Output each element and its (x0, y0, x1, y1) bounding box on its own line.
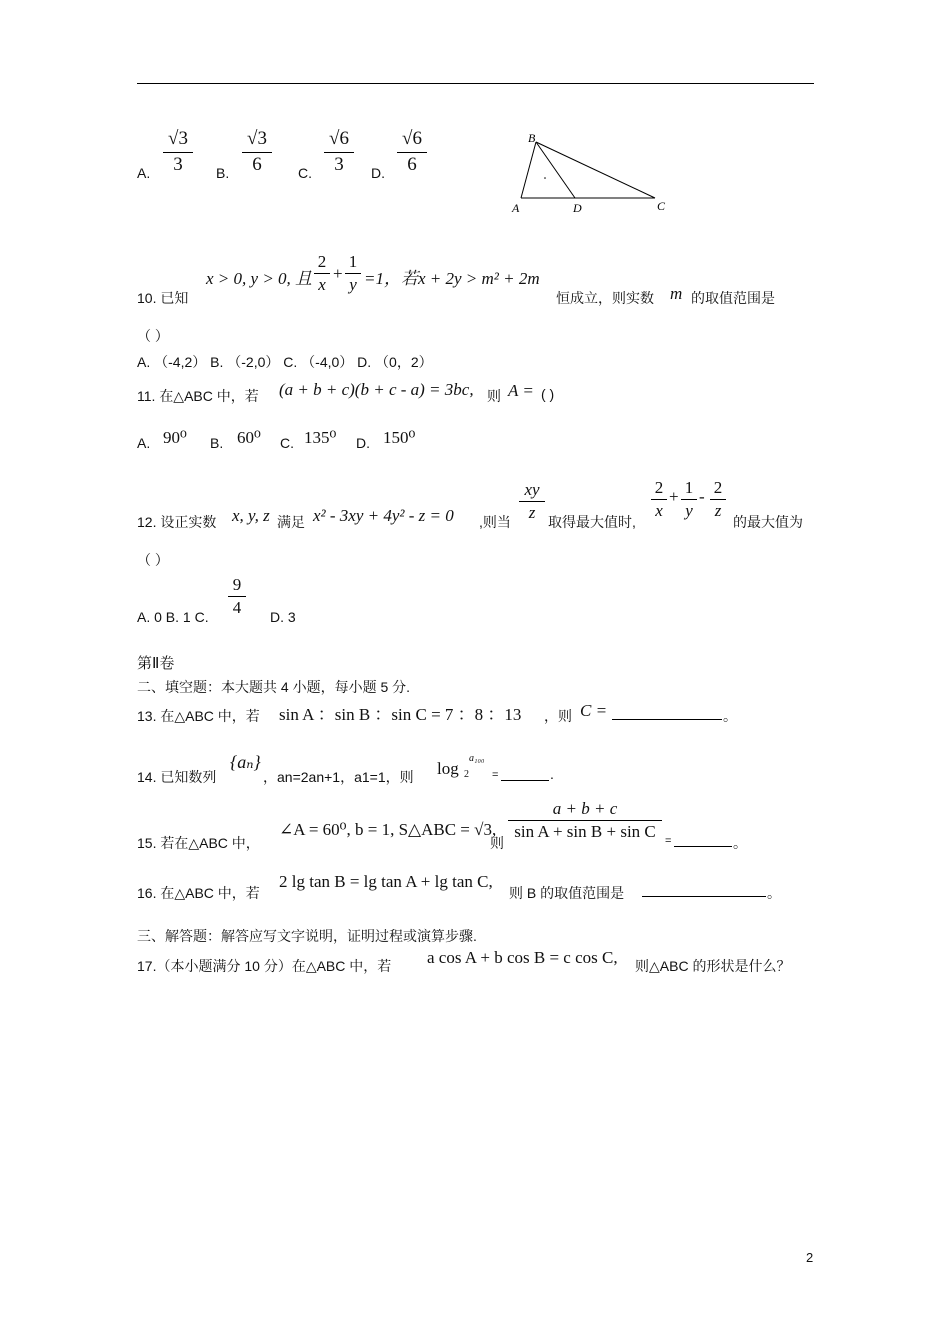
vertex-d-label: D (573, 201, 582, 215)
q13-expression: sin A ：sin B ：sin C = 7 ：8 ：13 (279, 705, 522, 724)
q17-tail: 则△ABC 的形状是什么？ (635, 958, 791, 974)
q9-option-d-value: √6 6 (397, 128, 427, 176)
q12-answer-paren: （ ） (137, 552, 169, 568)
triangle-side-bc (536, 142, 655, 198)
q15-end: 。 (733, 835, 747, 851)
q10-text-a: 恒成立，则实数 (556, 290, 654, 306)
q12-option-d: D. 3 (270, 609, 296, 625)
part3-section-title: 三、解答题：解答应写文字说明，证明过程或演算步骤. (137, 928, 477, 944)
q12-max-text: 取得最大值时, (548, 514, 636, 530)
vertex-c-label: C (657, 199, 666, 213)
q16-end: 。 (767, 885, 781, 901)
q13-end: 。 (723, 708, 737, 724)
q14-answer-blank[interactable] (501, 766, 549, 781)
q9-option-b-label: B. (216, 165, 230, 181)
triangle-segment-bd (536, 142, 575, 198)
vertex-b-label: B (528, 131, 536, 145)
q9-option-b-value: √3 6 (242, 128, 272, 176)
q10-fraction-2: 1 y (345, 252, 361, 294)
q12-fraction-c: 2 z (710, 478, 726, 520)
q16-tail: 则 B 的取值范围是 (509, 885, 625, 901)
q11-option-a-value: 90⁰ (163, 428, 187, 447)
q10-text-b: 的取值范围是 (691, 290, 775, 306)
q11-prefix: 11. 在△ABC 中，若 (137, 388, 259, 404)
q14-recurrence: ，an=2an+1，a1=1，则 (263, 769, 414, 785)
q10-options: A. （-4,2） B. （-2,0） C. （-4,0） D. （0，2） (137, 354, 433, 370)
q9-option-d-label: D. (371, 165, 385, 181)
part2-heading: 第Ⅱ卷 (137, 656, 175, 672)
q9-option-c-label: C. (298, 165, 312, 181)
q12-equation: x² - 3xy + 4y² - z = 0 (313, 506, 454, 525)
q15-answer-blank[interactable] (674, 832, 732, 847)
q15-fraction: a + b + c sin A + sin B + sin C (508, 799, 662, 841)
q10-number: 10. 已知 (137, 290, 189, 306)
q17-expression: a cos A + b cos B = c cos C, (427, 948, 618, 967)
q16-answer-blank[interactable] (642, 882, 766, 897)
q14-log-argument: a₁₀₀ (469, 753, 485, 764)
q13-answer-blank[interactable] (612, 705, 722, 720)
q14-end: . (550, 766, 554, 782)
page-number: 2 (806, 1250, 814, 1265)
q12-prefix: 12. 设正实数 (137, 514, 217, 530)
q15-prefix: 15. 若在△ABC 中， (137, 835, 260, 851)
q13-prefix: 13. 在△ABC 中，若 (137, 708, 260, 724)
q12-vars: x, y, z (232, 506, 270, 525)
q14-prefix: 14. 已知数列 (137, 769, 217, 785)
q12-plus: + (669, 487, 679, 506)
q11-option-c-value: 135⁰ (304, 428, 337, 447)
q11-option-c-label: C. (280, 435, 294, 451)
q11-var: A = (508, 381, 534, 400)
q14-equals: = (492, 769, 499, 781)
q12-fraction-xy: xy z (519, 480, 545, 522)
q13-then: ，则 (544, 708, 572, 724)
q14-sequence: {aₙ} (230, 752, 261, 772)
q15-equals: = (665, 835, 672, 847)
q11-option-d-value: 150⁰ (383, 428, 416, 447)
q11-option-a-label: A. (137, 435, 151, 451)
triangle-dot (544, 177, 546, 179)
q10-answer-paren: （ ） (137, 328, 169, 344)
q11-then: 则 (487, 388, 501, 404)
q9-option-a-value: √3 3 (163, 128, 193, 176)
triangle-figure (505, 128, 680, 220)
q14-log-base: 2 (464, 769, 469, 780)
q10-fraction-1: 2 x (314, 252, 330, 294)
vertex-a-label: A (512, 201, 520, 215)
q11-answer-paren: ( ) (541, 386, 555, 402)
q15-condition: ∠A = 60⁰, b = 1, S△ABC = √3, (279, 820, 497, 839)
q9-option-a-label: A. (137, 165, 151, 181)
q11-option-d-label: D. (356, 435, 370, 451)
q12-options-pre: A. 0 B. 1 C. (137, 609, 209, 625)
header-rule (137, 83, 814, 84)
q17-prefix: 17.（本小题满分 10 分）在△ABC 中，若 (137, 958, 392, 974)
q11-option-b-value: 60⁰ (237, 428, 261, 447)
q12-satisfy: 满足 (277, 514, 305, 530)
q10-condition-left: x > 0, y > 0, 且 (206, 269, 313, 288)
q10-condition-right: =1，若x + 2y > m² + 2m (364, 269, 540, 288)
q16-prefix: 16. 在△ABC 中，若 (137, 885, 260, 901)
part2-section-title: 二、填空题：本大题共 4 小题，每小题 5 分. (137, 679, 411, 695)
q12-fraction-a: 2 x (651, 478, 667, 520)
q12-fraction-b: 1 y (681, 478, 697, 520)
triangle-side-ba (521, 142, 536, 198)
q16-expression: 2 lg tan B = lg tan A + lg tan C, (279, 872, 493, 891)
q10-plus: + (333, 264, 343, 283)
q12-tail: 的最大值为 (733, 514, 803, 530)
q14-log: log (437, 759, 459, 778)
q9-option-c-value: √6 3 (324, 128, 354, 176)
q11-option-b-label: B. (210, 435, 224, 451)
q10-var-m: m (670, 284, 683, 303)
q13-var: C = (580, 701, 608, 720)
q12-when: ,则当 (479, 514, 511, 530)
q12-minus: - (699, 487, 705, 506)
q12-option-c-value: 9 4 (228, 575, 246, 617)
q15-then: 则 (490, 835, 504, 851)
q11-expression: (a + b + c)(b + c - a) = 3bc, (279, 380, 474, 399)
